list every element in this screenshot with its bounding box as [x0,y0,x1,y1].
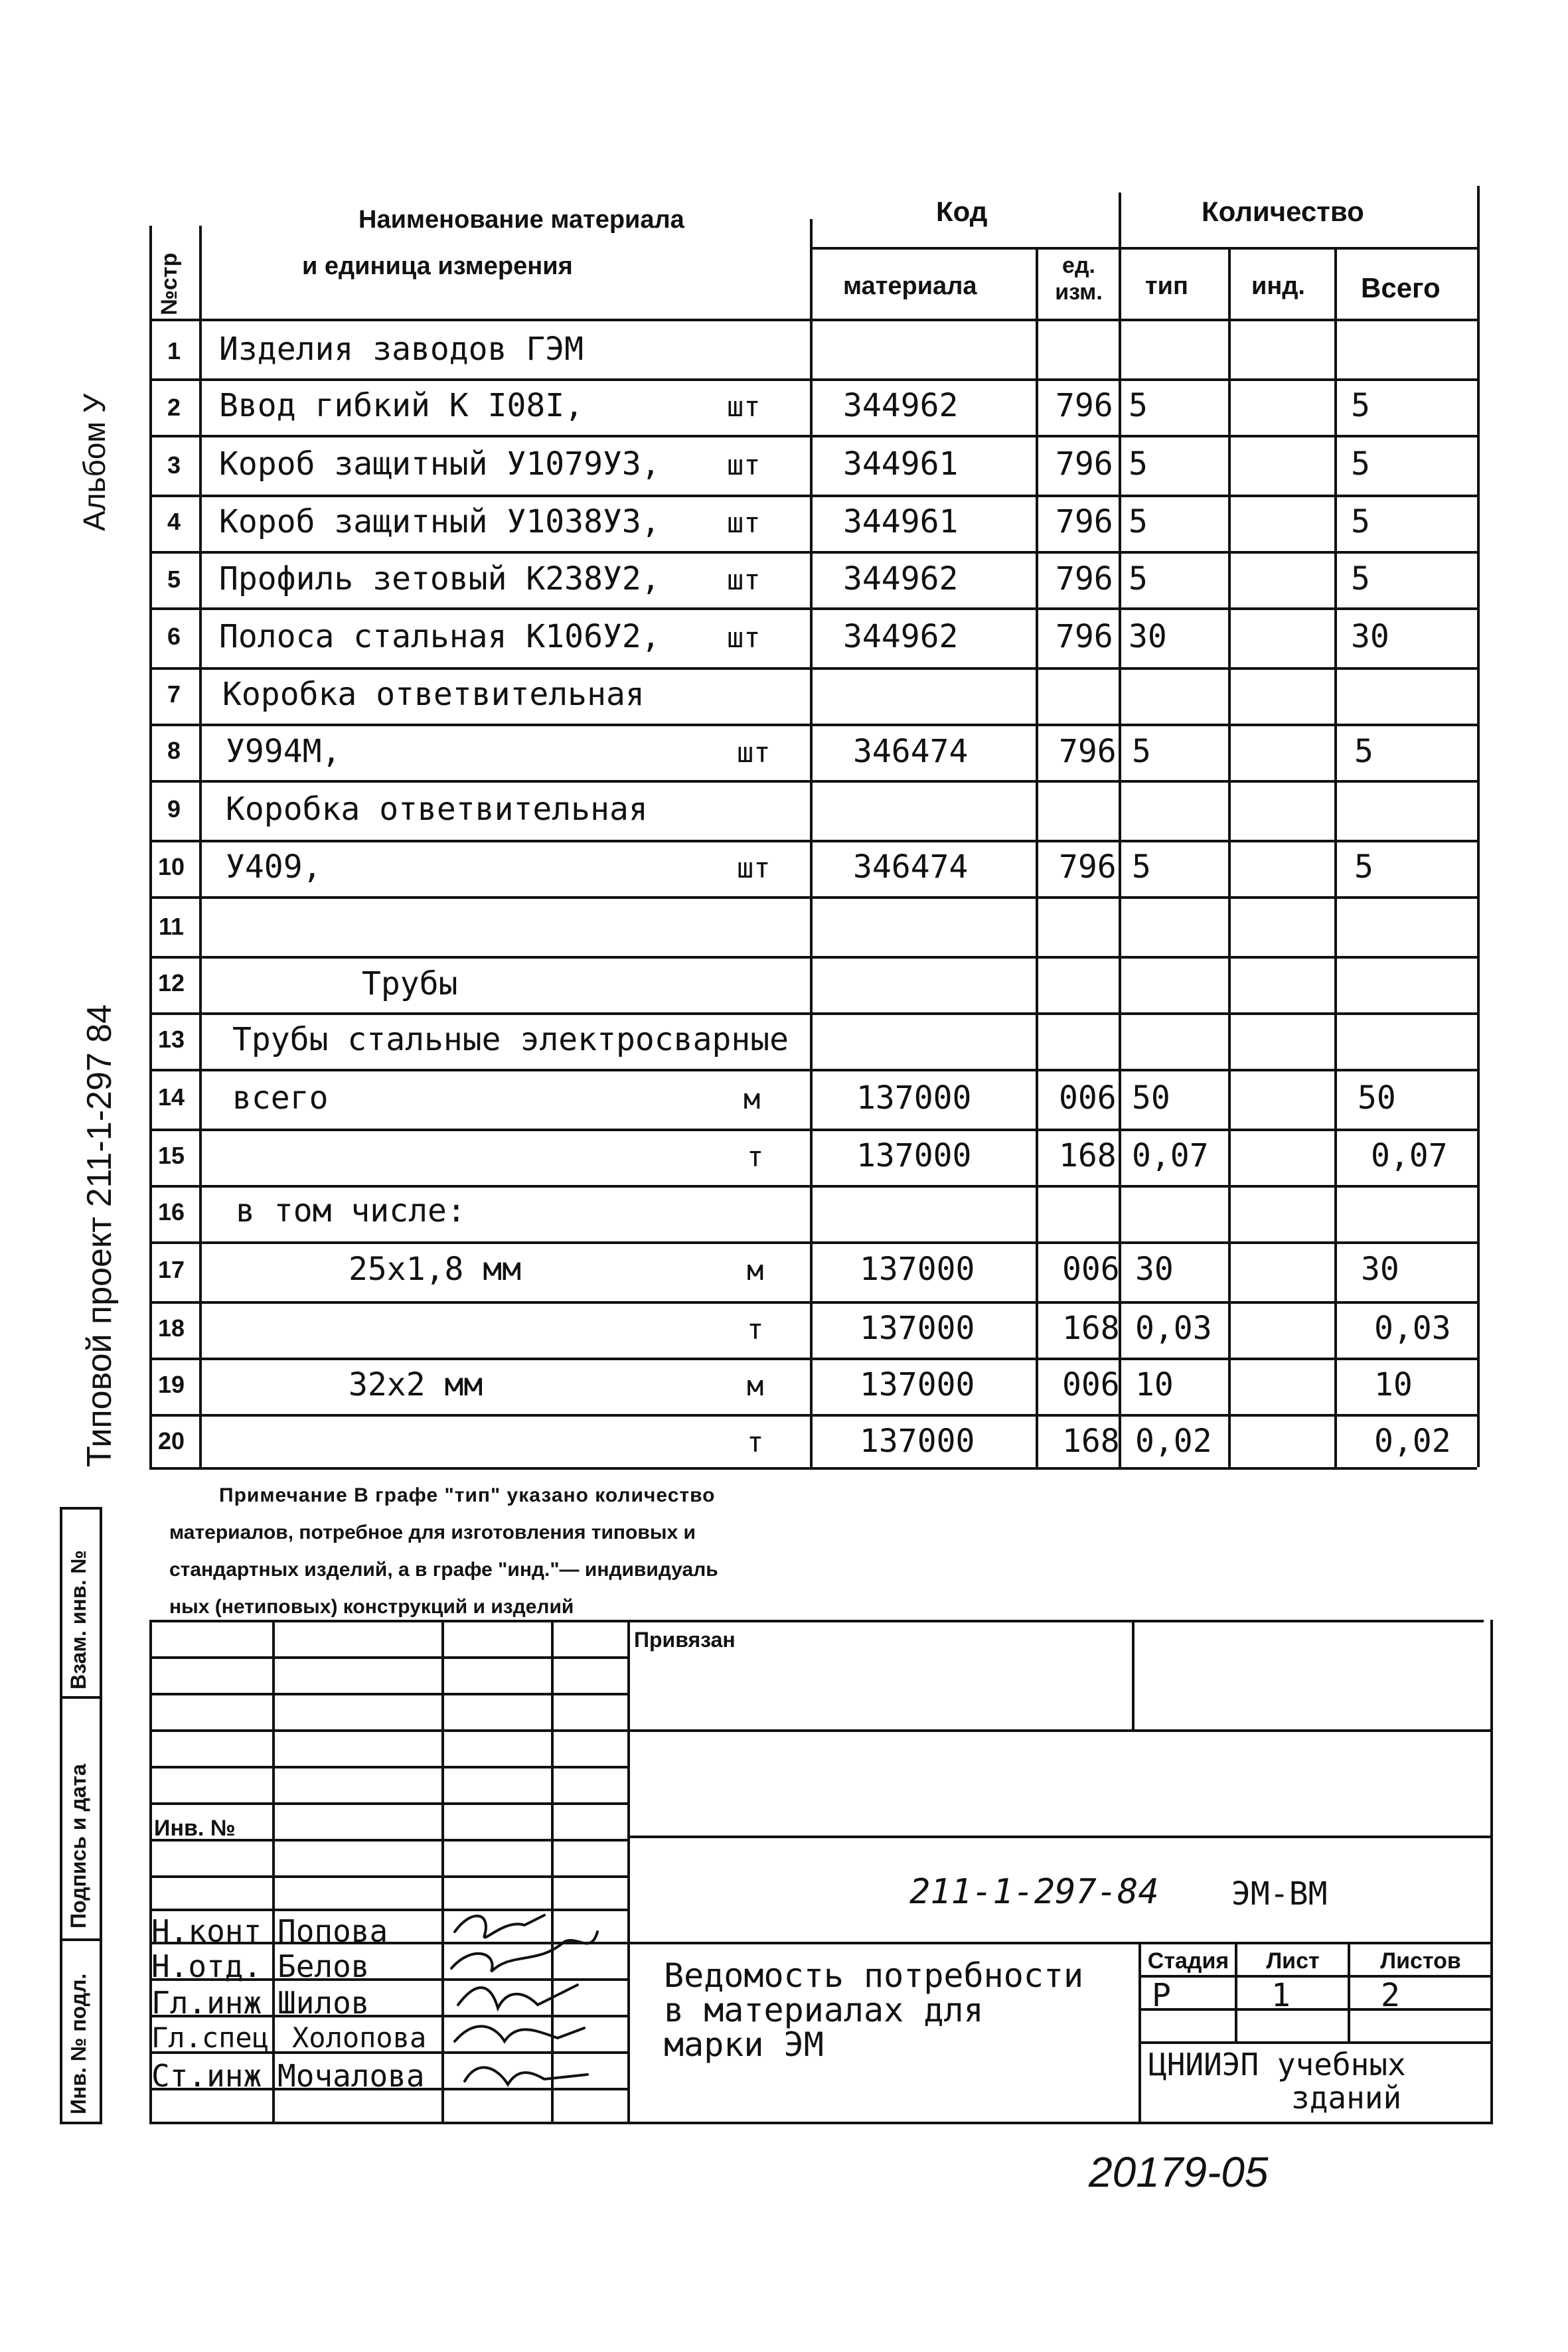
stage-label: Стадия [1147,1948,1229,1974]
signer-role: Н.отд. [151,1948,262,1984]
row-unit: шт [727,507,761,539]
sheets-label: Листов [1380,1948,1461,1974]
row-unit: шт [727,621,761,654]
sheet-value: 1 [1271,1977,1291,2014]
row-name: Профиль зетовый К238У2, [219,560,661,597]
signer-role: Гл.спец [151,2021,270,2054]
signer-name: Холопова [292,2021,427,2054]
row-total: 10 [1374,1366,1413,1403]
row-tip: 30 [1129,618,1167,655]
row-number: 3 [167,451,181,479]
row-unit: т [747,1426,764,1458]
row-meas: 796 [1059,848,1117,886]
header-rownum: №стр [157,252,182,315]
sheets-value: 2 [1381,1977,1400,2014]
row-number: 16 [157,1198,185,1225]
row-name: 32х2 мм [349,1366,483,1403]
row-number: 17 [157,1256,185,1283]
signature-mark [455,2026,584,2041]
row-name: Ввод гибкий К I08I, [219,387,584,424]
signer-name: Белов [277,1948,370,1984]
row-total: 5 [1351,387,1370,424]
row-tip: 5 [1129,445,1148,483]
note-line-1: Примечание В графе "тип" указано количество [219,1484,716,1506]
header-code: Код [936,196,988,227]
row-meas: 796 [1056,387,1113,424]
row-meas: 796 [1056,445,1113,483]
row-number: 2 [167,394,181,421]
row-name: У409, [226,848,322,886]
row-tip: 5 [1129,387,1148,424]
stamp-label-original: Инв. № подл. [66,1973,90,2114]
row-tip: 0,07 [1132,1137,1209,1174]
row-number: 15 [157,1142,185,1169]
row-unit: шт [737,852,771,884]
row-meas: 796 [1059,733,1117,770]
doc-mark: ЭМ-ВМ [1231,1875,1328,1913]
signer-role: Н.конт [151,1913,262,1949]
row-tip: 30 [1135,1251,1174,1288]
row-unit: т [747,1140,764,1173]
row-number: 4 [167,508,181,535]
row-meas: 006 [1062,1251,1120,1288]
header-unit: ед. изм. [1055,253,1103,305]
row-unit: шт [727,564,761,596]
organization-line-1: ЦНИИЭП учебных [1148,2047,1406,2082]
organization [1148,2048,1406,2114]
row-code: 137000 [856,1137,972,1174]
row-total: 5 [1351,560,1370,597]
header-tip: тип [1145,272,1188,300]
signature-mark [455,1915,544,1937]
note [169,1477,718,1626]
row-tip: 0,02 [1135,1423,1212,1460]
signer-role: Гл.инж [151,1985,262,2021]
row-total: 5 [1354,733,1373,770]
row-number: 12 [157,969,185,996]
row-tip: 5 [1132,848,1151,886]
inv-no-label: Инв. № [154,1816,236,1841]
row-number: 11 [158,913,185,940]
row-number: 6 [167,623,181,650]
signatures [445,1905,604,2118]
row-name: Трубы стальные электросварные [232,1021,789,1058]
sheet-label: Лист [1266,1948,1320,1974]
row-number: 19 [157,1371,185,1398]
signature-mark [458,1985,578,2008]
row-number: 18 [157,1314,185,1342]
row-unit: т [747,1313,764,1346]
row-name: Изделия заводов ГЭМ [219,331,584,368]
doc-title [664,1958,1083,2062]
row-code: 344962 [843,560,959,597]
row-code: 137000 [860,1251,975,1288]
row-total: 5 [1351,503,1370,540]
row-total: 0,03 [1374,1310,1451,1347]
signer-name: Попова [277,1913,388,1949]
header-quantity: Количество [1202,196,1364,227]
row-name: Коробка ответвительная [222,676,645,713]
header-name-line2: и единица измерения [302,252,573,280]
row-name: Короб защитный У1079У3, [219,445,661,483]
row-meas: 796 [1056,560,1113,597]
row-number: 13 [157,1026,185,1053]
header-name-line1: Наименование материала [358,206,684,234]
row-code: 137000 [860,1310,975,1347]
doc-title-line-2: в материалах для [664,1991,984,2029]
privyazan-label: Привязан [634,1628,736,1652]
row-name: Короб защитный У1038У3, [219,503,661,540]
signer-name: Мочалова [277,2058,425,2094]
row-unit: шт [737,736,771,769]
row-name: Коробка ответвительная [226,791,648,828]
row-name: У994М, [226,733,341,770]
organization-line-2: зданий [1291,2080,1402,2116]
row-total: 0,02 [1374,1423,1451,1460]
row-code: 137000 [856,1079,972,1117]
row-name: в том числе: [236,1192,466,1229]
row-tip: 0,03 [1135,1310,1212,1347]
row-code: 344962 [843,618,959,655]
album-label: Альбом У [77,393,112,531]
row-name: всего [232,1079,329,1117]
stage-value: Р [1152,1977,1171,2014]
row-meas: 796 [1056,503,1113,540]
signer-name: Шилов [277,1985,370,2021]
note-line-3: стандартных изделий, а в графе "инд."— индивидуаль [169,1559,718,1581]
doc-title-line-3: марки ЭМ [664,2025,824,2064]
row-total: 30 [1361,1251,1399,1288]
row-number: 8 [167,737,181,764]
row-unit: м [747,1254,764,1287]
note-line-4: ных (нетиповых) конструкций и изделий [169,1596,574,1618]
row-tip: 5 [1129,503,1148,540]
row-tip: 5 [1129,560,1148,597]
row-code: 137000 [860,1366,975,1403]
row-number: 5 [167,566,181,593]
row-code: 137000 [860,1423,975,1460]
header-material: материала [843,272,977,300]
header-total: Всего [1361,272,1441,303]
row-total: 5 [1354,848,1373,886]
note-line-2: материалов, потребное для изготовления типовых и [169,1522,696,1543]
project-label: Типовой проект 211-1-297 84 [80,1004,119,1467]
row-tip: 5 [1132,733,1151,770]
row-code: 346474 [853,848,969,886]
row-name: 25х1,8 мм [349,1251,522,1288]
row-meas: 006 [1059,1079,1117,1117]
row-meas: 006 [1062,1366,1120,1403]
row-unit: м [744,1083,761,1115]
row-number: 1 [167,337,181,364]
header-ind: инд. [1251,272,1305,300]
row-meas: 168 [1059,1137,1117,1174]
doc-title-line-1: Ведомость потребности [664,1956,1084,1995]
doc-code: 211-1-297-84 [909,1872,1159,1912]
row-total: 50 [1358,1079,1396,1117]
row-tip: 50 [1132,1079,1170,1117]
row-unit: шт [727,390,761,423]
row-code: 344961 [843,503,959,540]
row-number: 14 [157,1083,185,1111]
signature-mark [465,2067,588,2084]
row-number: 7 [167,680,181,708]
stamp-label-signature: Подпись и дата [66,1764,90,1928]
signature-mark [451,1932,597,1972]
row-number: 10 [157,853,185,880]
row-tip: 10 [1135,1366,1174,1403]
signer-role: Ст.инж [151,2058,262,2094]
row-number: 9 [167,795,181,823]
row-total: 0,07 [1371,1137,1448,1174]
row-name: Трубы [362,965,458,1002]
row-unit: шт [727,449,761,481]
row-total: 30 [1351,618,1389,655]
row-meas: 168 [1062,1310,1120,1347]
row-code: 346474 [853,733,969,770]
footer-number: 20179-05 [1089,2148,1269,2196]
row-unit: м [747,1370,764,1402]
row-code: 344962 [843,387,959,424]
row-meas: 796 [1056,618,1113,655]
row-total: 5 [1351,445,1370,483]
row-number: 20 [157,1427,185,1454]
row-name: Полоса стальная К106У2, [219,618,661,655]
row-code: 344961 [843,445,959,483]
row-meas: 168 [1062,1423,1120,1460]
stamp-label-replace: Взам. инв. № [66,1550,90,1689]
